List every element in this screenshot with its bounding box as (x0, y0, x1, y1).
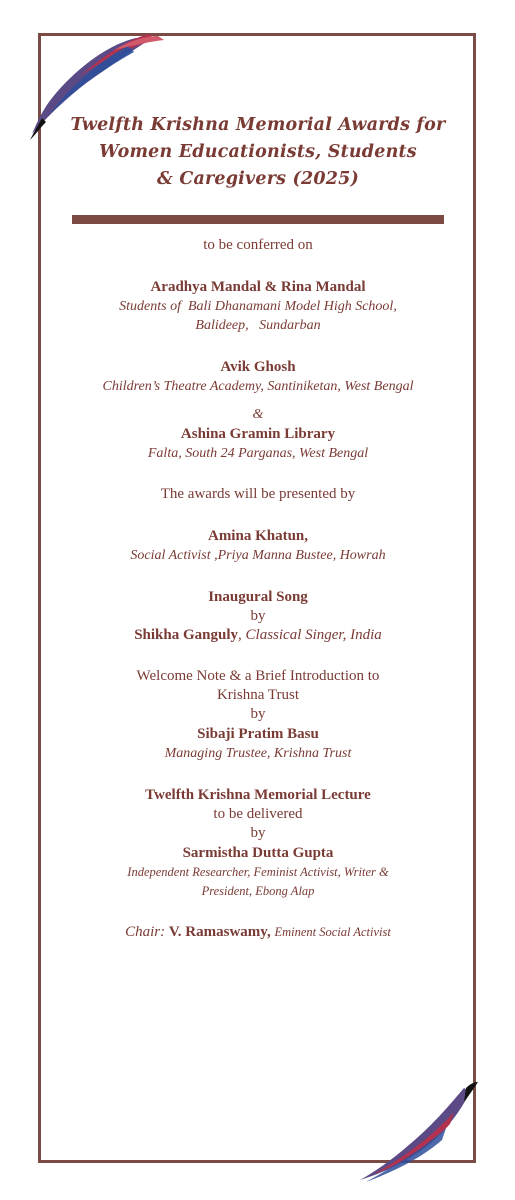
chair-label: Chair: (125, 924, 166, 940)
divider-bar (72, 215, 444, 224)
awardee-affiliation: Falta, South 24 Parganas, West Bengal (147, 446, 369, 461)
awardee-3 (44, 408, 472, 463)
welcome-by: by (250, 706, 266, 722)
awardee-2 (44, 357, 472, 396)
lecture-title: Twelfth Krishna Memorial Lecture (145, 787, 371, 803)
presenter-block (44, 526, 472, 565)
presented-intro-block (44, 485, 472, 504)
presenter-affiliation: Social Activist ,Priya Manna Bustee, Howrah (130, 548, 386, 563)
song-by: by (250, 608, 266, 624)
awardee-affiliation: Students of Bali Dhanamani Model High School, (119, 299, 397, 314)
awardee-affiliation: Balideep, Sundarban (195, 318, 321, 333)
brush-swoosh-icon (352, 1082, 492, 1192)
title-line-2: Women Educationists, Students (99, 142, 417, 162)
welcome-name: Sibaji Pratim Basu (197, 726, 319, 742)
singer-name: Shikha Ganguly (134, 627, 239, 643)
lecture-block (44, 785, 472, 901)
lecture-by: by (250, 825, 266, 841)
welcome-line-1: Welcome Note & a Brief Introduction to (136, 668, 380, 684)
welcome-block (44, 667, 472, 763)
awardee-name: Ashina Gramin Library (180, 426, 336, 442)
presenter-name: Amina Khatun, (207, 528, 309, 544)
lecturer-affiliation: President, Ebong Alap (201, 884, 315, 898)
welcome-affiliation: Managing Trustee, Krishna Trust (164, 746, 352, 761)
awardee-name: Avik Ghosh (220, 359, 296, 375)
lecturer-name: Sarmistha Dutta Gupta (182, 845, 334, 861)
chair-line (44, 923, 472, 942)
awardee-name: Aradhya Mandal & Rina Mandal (150, 279, 366, 295)
singer-affiliation: , Classical Singer, India (238, 627, 382, 643)
awardee-affiliation: Children’s Theatre Academy, Santiniketan, West Bengal (102, 379, 414, 394)
song-block (44, 587, 472, 645)
chair-block (44, 923, 472, 942)
ampersand-connector: & (252, 407, 264, 422)
lecture-sub: to be delivered (213, 806, 303, 822)
chair-name: V. Ramaswamy, (168, 924, 271, 940)
singer-line (44, 626, 472, 645)
invitation-content (44, 112, 472, 942)
intro-text: to be conferred on (203, 237, 313, 253)
awardee-1 (44, 277, 472, 335)
welcome-line-2: Krishna Trust (216, 687, 300, 703)
title-line-3: & Caregivers (2025) (157, 169, 359, 189)
presented-intro: The awards will be presented by (160, 486, 356, 502)
title-line-1: Twelfth Krishna Memorial Awards for (70, 115, 446, 135)
chair-affiliation: Eminent Social Activist (274, 925, 391, 939)
song-title: Inaugural Song (208, 589, 308, 605)
lecturer-affiliation: Independent Researcher, Feminist Activist, Writer & (127, 865, 389, 879)
